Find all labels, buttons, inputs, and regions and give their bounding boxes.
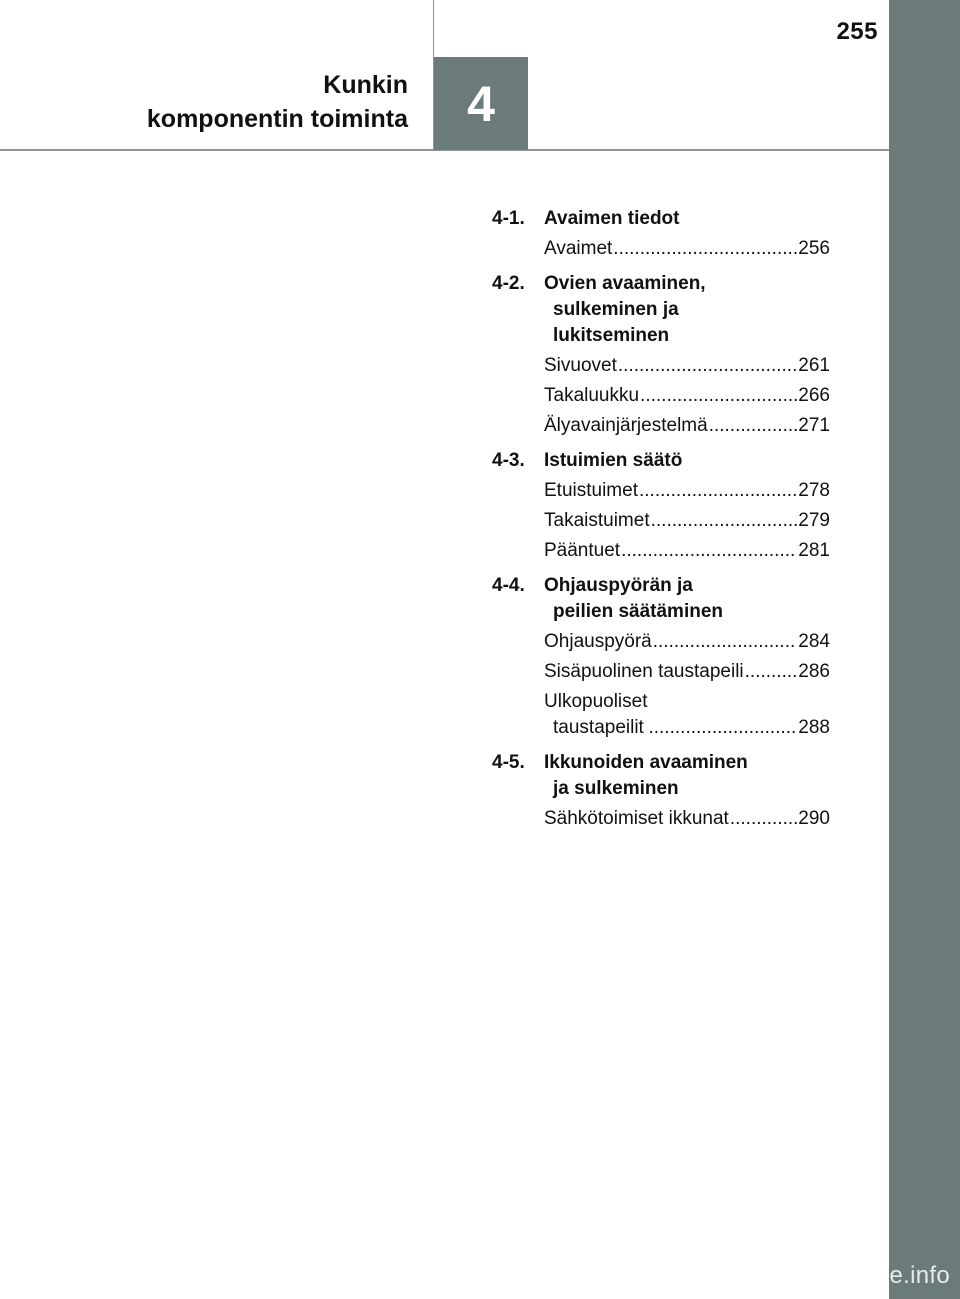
- toc-entry-page-number: 266: [798, 385, 830, 406]
- toc-section-title-line: ja sulkeminen: [553, 778, 679, 799]
- toc-section-title-line: Ikkunoiden avaaminen: [544, 752, 748, 773]
- toc-section-title: [544, 573, 830, 625]
- toc-entry[interactable]: [544, 353, 830, 379]
- toc-section-number: 4-3.: [492, 450, 525, 471]
- toc-section-heading: [492, 271, 830, 349]
- toc-entry-label: [544, 413, 708, 439]
- toc-entry-label: [544, 538, 620, 564]
- toc-dot-leader: [621, 538, 797, 564]
- toc-entry-label: [544, 659, 744, 685]
- watermark: carmanualsonline.info: [710, 1262, 950, 1289]
- toc-section: [492, 206, 830, 262]
- toc-entry-label: [544, 383, 639, 409]
- toc-entry-page-number: 279: [798, 510, 830, 531]
- side-tab-band: [889, 0, 960, 1299]
- toc-section: [492, 750, 830, 832]
- toc-section-title-line: peilien säätäminen: [553, 601, 724, 622]
- toc-entry-label: [544, 508, 650, 534]
- toc-entry-page-number: 278: [798, 480, 830, 501]
- toc-entry-label-line: Älyavainjärjestelmä: [544, 415, 708, 436]
- toc-entry-page-number: 284: [798, 631, 830, 652]
- toc-section-heading: [492, 448, 830, 474]
- toc-section-title-line: Ovien avaaminen,: [544, 273, 706, 294]
- toc-section-number: 4-4.: [492, 575, 525, 596]
- toc-entry-label: [544, 689, 648, 741]
- toc-entry-label-line: Ohjauspyörä: [544, 631, 652, 652]
- toc-section-title-line: Avaimen tiedot: [544, 208, 680, 229]
- toc-entry-page-number: 286: [798, 661, 830, 682]
- toc-section-number: 4-5.: [492, 752, 525, 773]
- toc-dot-leader: [618, 353, 797, 379]
- table-of-contents: [492, 206, 830, 841]
- toc-section-title: [544, 271, 830, 349]
- toc-dot-leader: [745, 659, 798, 685]
- toc-entry-label: [544, 236, 612, 262]
- toc-dot-leader: [613, 236, 797, 262]
- toc-section-heading: [492, 573, 830, 625]
- toc-entry-label-line: Etuistuimet: [544, 480, 638, 501]
- toc-section-title-line: Istuimien säätö: [544, 450, 683, 471]
- toc-dot-leader: [730, 806, 797, 832]
- toc-section: [492, 573, 830, 741]
- toc-entry-label: [544, 629, 652, 655]
- toc-entry-page-number: 290: [798, 808, 830, 829]
- chapter-title: [147, 68, 408, 136]
- toc-entry-label-line: Takaluukku: [544, 385, 640, 406]
- toc-entry[interactable]: [544, 659, 830, 685]
- toc-entry[interactable]: [544, 689, 830, 741]
- toc-dot-leader: [653, 629, 798, 655]
- toc-entry-label-line: taustapeilit: [553, 717, 644, 738]
- toc-section-title-line: Ohjauspyörän ja: [544, 575, 693, 596]
- toc-entry-page-number: 281: [798, 540, 830, 561]
- toc-section-title-line: sulkeminen ja: [553, 299, 679, 320]
- toc-entry-page-number: 288: [798, 717, 830, 738]
- toc-entry-label-line: Ulkopuoliset: [544, 691, 648, 712]
- toc-entry[interactable]: [544, 236, 830, 262]
- toc-section-title: [544, 206, 830, 232]
- toc-dot-leader: [709, 413, 798, 439]
- toc-entry-page-number: 256: [798, 238, 830, 259]
- toc-entry-label-line: Sivuovet: [544, 355, 617, 376]
- chapter-number-box: 4: [434, 57, 528, 150]
- toc-section-number: 4-1.: [492, 208, 525, 229]
- toc-entry-label: [544, 806, 729, 832]
- toc-dot-leader: [640, 383, 797, 409]
- toc-entry[interactable]: [544, 413, 830, 439]
- toc-entry-label-line: Sisäpuolinen taustapeili: [544, 661, 744, 682]
- toc-entry[interactable]: [544, 538, 830, 564]
- toc-section-number: 4-2.: [492, 273, 525, 294]
- toc-entry[interactable]: [544, 508, 830, 534]
- toc-entry-page-number: 271: [798, 415, 830, 436]
- toc-entry[interactable]: [544, 383, 830, 409]
- toc-section-heading: [492, 750, 830, 802]
- toc-section-heading: [492, 206, 830, 232]
- toc-entry-label-line: Takaistuimet: [544, 510, 650, 531]
- page-number: 255: [836, 18, 878, 45]
- chapter-title-line-1: Kunkin: [323, 71, 408, 99]
- toc-section-title-line: lukitseminen: [553, 325, 670, 346]
- toc-dot-leader: [649, 715, 798, 741]
- toc-entry[interactable]: [544, 806, 830, 832]
- toc-entry-label-line: Avaimet: [544, 238, 613, 259]
- toc-entry-label: [544, 353, 617, 379]
- toc-entry-label-line: Pääntuet: [544, 540, 621, 561]
- toc-dot-leader: [651, 508, 798, 534]
- toc-section: [492, 448, 830, 564]
- toc-entry-page-number: 261: [798, 355, 830, 376]
- toc-dot-leader: [639, 478, 797, 504]
- chapter-title-line-2: komponentin toiminta: [146, 105, 408, 133]
- toc-section-title: [544, 750, 830, 802]
- toc-entry-label-line: Sähkötoimiset ikkunat: [544, 808, 729, 829]
- toc-entry[interactable]: [544, 478, 830, 504]
- toc-section-title: [544, 448, 830, 474]
- toc-entry[interactable]: [544, 629, 830, 655]
- toc-entry-label: [544, 478, 638, 504]
- toc-section: [492, 271, 830, 439]
